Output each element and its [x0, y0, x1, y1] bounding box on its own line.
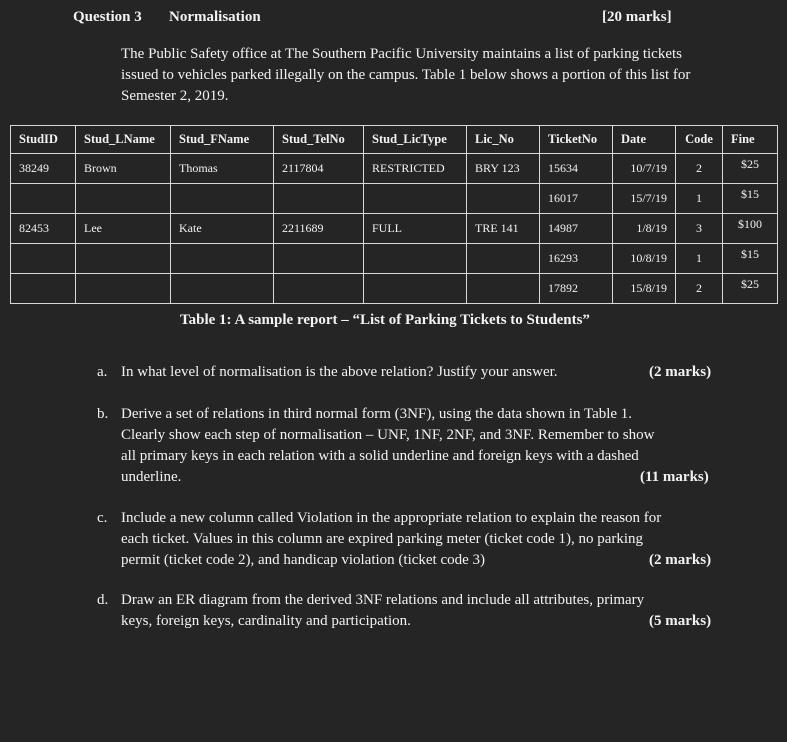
- table-cell: 15634: [540, 154, 613, 184]
- table-cell: $25: [723, 274, 778, 304]
- table-cell: 1/8/19: [613, 214, 676, 244]
- table-row: [11, 184, 778, 214]
- table-header-row: [11, 126, 778, 154]
- subquestion-label: b.: [97, 406, 109, 422]
- subquestion-text-line: keys, foreign keys, cardinality and participation.: [121, 613, 411, 629]
- table-cell: 16017: [540, 184, 613, 214]
- subquestion-text-line: Include a new column called Violation in the appropriate relation to explain the reason for: [121, 510, 662, 526]
- subquestion-label: c.: [97, 510, 108, 526]
- subquestion-marks: (11 marks): [640, 469, 709, 485]
- table-cell: $15: [723, 184, 778, 214]
- table-cell: 10/7/19: [613, 154, 676, 184]
- subquestion-text-line: Draw an ER diagram from the derived 3NF relations and include all attributes, primary: [121, 592, 645, 608]
- table-cell: 2: [676, 274, 723, 304]
- subquestion-text-line: In what level of normalisation is the above relation? Justify your answer.: [121, 364, 558, 380]
- question-title: Normalisation: [169, 9, 261, 25]
- table-cell: [171, 184, 274, 214]
- table-cell: TRE 141: [467, 214, 540, 244]
- header-ticketno: TicketNo: [540, 126, 613, 154]
- table-cell: 1: [676, 244, 723, 274]
- subquestion-text-line: Derive a set of relations in third normal form (3NF), using the data shown in Table 1.: [121, 406, 633, 422]
- table-cell: 82453: [11, 214, 76, 244]
- table-cell: [364, 244, 467, 274]
- table-cell: $100: [723, 214, 778, 244]
- table-cell: [76, 184, 171, 214]
- table-cell: 2: [676, 154, 723, 184]
- table-cell: RESTRICTED: [364, 154, 467, 184]
- table-cell: [274, 274, 364, 304]
- table-cell: Brown: [76, 154, 171, 184]
- table-cell: Lee: [76, 214, 171, 244]
- table-cell: [11, 244, 76, 274]
- table-cell: [274, 244, 364, 274]
- table-cell: $15: [723, 244, 778, 274]
- header-stud-telno: Stud_TelNo: [274, 126, 364, 154]
- table-cell: [171, 244, 274, 274]
- header-date: Date: [613, 126, 676, 154]
- subquestion-label: a.: [97, 364, 108, 380]
- subquestion-text-line: all primary keys in each relation with a solid underline and foreign keys with a dashed: [121, 448, 639, 464]
- table-cell: [11, 184, 76, 214]
- table-row: [11, 244, 778, 274]
- table-cell: 3: [676, 214, 723, 244]
- table-cell: [467, 184, 540, 214]
- header-studid: StudID: [11, 126, 76, 154]
- subquestion-marks: (2 marks): [649, 552, 712, 568]
- table-cell: 15/8/19: [613, 274, 676, 304]
- table-cell: 10/8/19: [613, 244, 676, 274]
- table-cell: Kate: [171, 214, 274, 244]
- table-cell: FULL: [364, 214, 467, 244]
- header-stud-fname: Stud_FName: [171, 126, 274, 154]
- table-cell: [76, 274, 171, 304]
- parking-tickets-table: [10, 125, 778, 304]
- table-row: [11, 214, 778, 244]
- table-cell: [467, 244, 540, 274]
- table-cell: [364, 274, 467, 304]
- table-cell: 16293: [540, 244, 613, 274]
- header-code: Code: [676, 126, 723, 154]
- table-cell: 38249: [11, 154, 76, 184]
- table-cell: [11, 274, 76, 304]
- subquestion-text-line: underline.: [121, 469, 182, 485]
- header-fine: Fine: [723, 126, 778, 154]
- table-caption: Table 1: A sample report – “List of Parking Tickets to Students”: [180, 312, 590, 328]
- subquestion-label: d.: [97, 592, 109, 608]
- table-cell: [467, 274, 540, 304]
- table-cell: 1: [676, 184, 723, 214]
- header-stud-lname: Stud_LName: [76, 126, 171, 154]
- header-lic-no: Lic_No: [467, 126, 540, 154]
- table-cell: 17892: [540, 274, 613, 304]
- header-stud-lictype: Stud_LicType: [364, 126, 467, 154]
- subquestion-text-line: Clearly show each step of normalisation – UNF, 1NF, 2NF, and 3NF. Remember to show: [121, 427, 655, 443]
- subquestion-text-line: each ticket. Values in this column are expired parking meter (ticket code 1), no parking: [121, 531, 644, 547]
- subquestion-marks: (2 marks): [649, 364, 712, 380]
- table-row: [11, 274, 778, 304]
- table-cell: [171, 274, 274, 304]
- table-cell: BRY 123: [467, 154, 540, 184]
- subquestion-text-line: permit (ticket code 2), and handicap violation (ticket code 3): [121, 552, 486, 568]
- question-number: Question 3: [73, 9, 142, 25]
- table-cell: 2211689: [274, 214, 364, 244]
- table-cell: 14987: [540, 214, 613, 244]
- table-row: [11, 154, 778, 184]
- table-cell: [274, 184, 364, 214]
- intro-paragraph: The Public Safety office at The Southern Pacific University maintains a list of parking tickets issued to vehicles parked illegally on the campus. Table 1 below shows a portion of this list for Semester 2, 2019.: [121, 46, 691, 104]
- table-cell: 15/7/19: [613, 184, 676, 214]
- table-cell: $25: [723, 154, 778, 184]
- table-cell: [76, 244, 171, 274]
- table-cell: Thomas: [171, 154, 274, 184]
- subquestion-marks: (5 marks): [649, 613, 712, 629]
- question-marks: [20 marks]: [602, 9, 672, 25]
- table-cell: [364, 184, 467, 214]
- table-cell: 2117804: [274, 154, 364, 184]
